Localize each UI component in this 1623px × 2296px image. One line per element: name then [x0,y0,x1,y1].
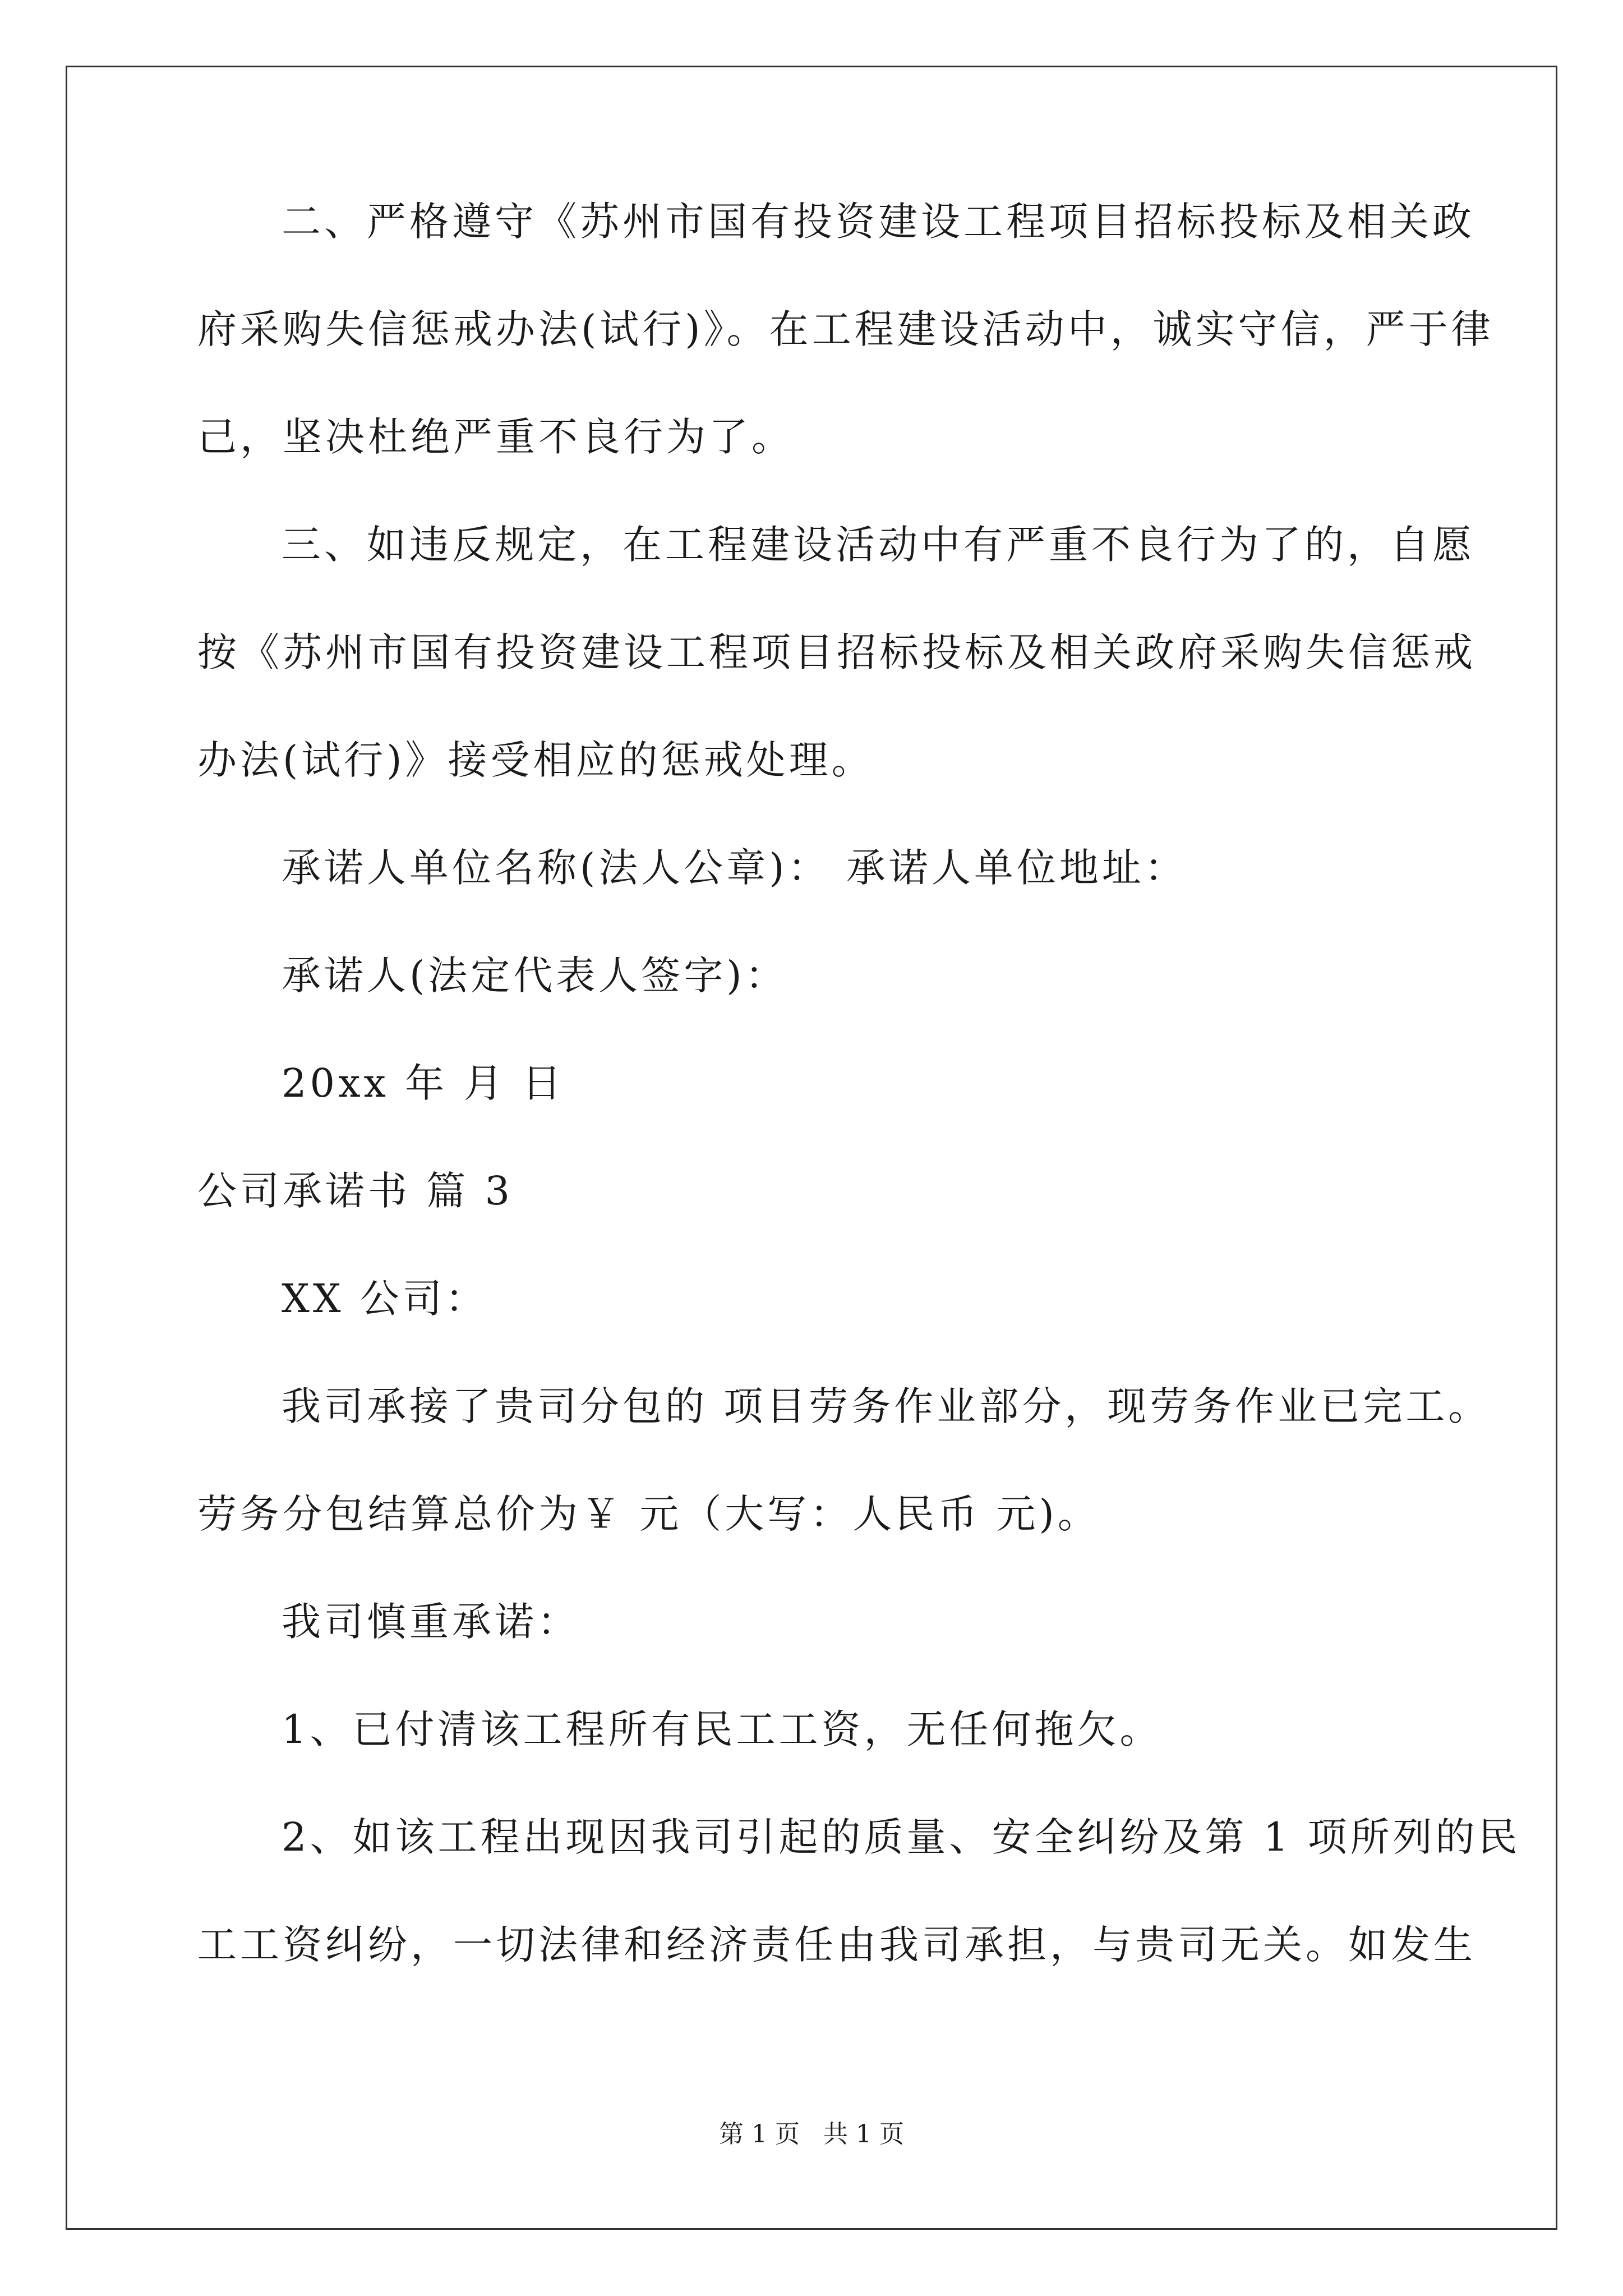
paragraph-line: 府采购失信惩戒办法(试行)》。在工程建设活动中，诚实守信，严于律 [197,306,1494,352]
date-line: 20xx 年 月 日 [282,1060,565,1106]
paragraph-line: 二、严格遵守《苏州市国有投资建设工程项目招标投标及相关政 [282,199,1475,245]
list-item: 工工资纠纷，一切法律和经济责任由我司承担，与贵司无关。如发生 [197,1922,1476,1968]
paragraph-line: 办法(试行)》接受相应的惩戒处理。 [197,737,874,783]
paragraph-line: 三、如违反规定，在工程建设活动中有严重不良行为了的，自愿 [282,522,1475,568]
paragraph-line: 劳务分包结算总价为￥ 元（大写：人民币 元)。 [197,1491,1100,1537]
signature-field-line: 承诺人单位名称(法人公章)： 承诺人单位地址： [282,845,1187,891]
paragraph-line: 我司慎重承诺： [282,1599,580,1645]
page-number: 第 1 页 [719,2120,800,2148]
page-border [66,66,1557,2230]
signature-field-line: 承诺人(法定代表人签字)： [282,953,788,999]
page-footer [0,2114,1623,2150]
addressee-line: XX 公司： [282,1276,488,1322]
section-heading: 公司承诺书 篇 3 [197,1168,514,1214]
paragraph-line: 己，坚决杜绝严重不良行为了。 [197,414,794,460]
list-item: 2、如该工程出现因我司引起的质量、安全纠纷及第 1 项所列的民 [282,1814,1521,1860]
list-item: 1、已付清该工程所有民工工资，无任何拖欠。 [282,1706,1163,1752]
page-total: 共 1 页 [823,2120,904,2148]
paragraph-line: 我司承接了贵司分包的 项目劳务作业部分，现劳务作业已完工。 [282,1383,1491,1429]
paragraph-line: 按《苏州市国有投资建设工程项目招标投标及相关政府采购失信惩戒 [197,629,1476,675]
